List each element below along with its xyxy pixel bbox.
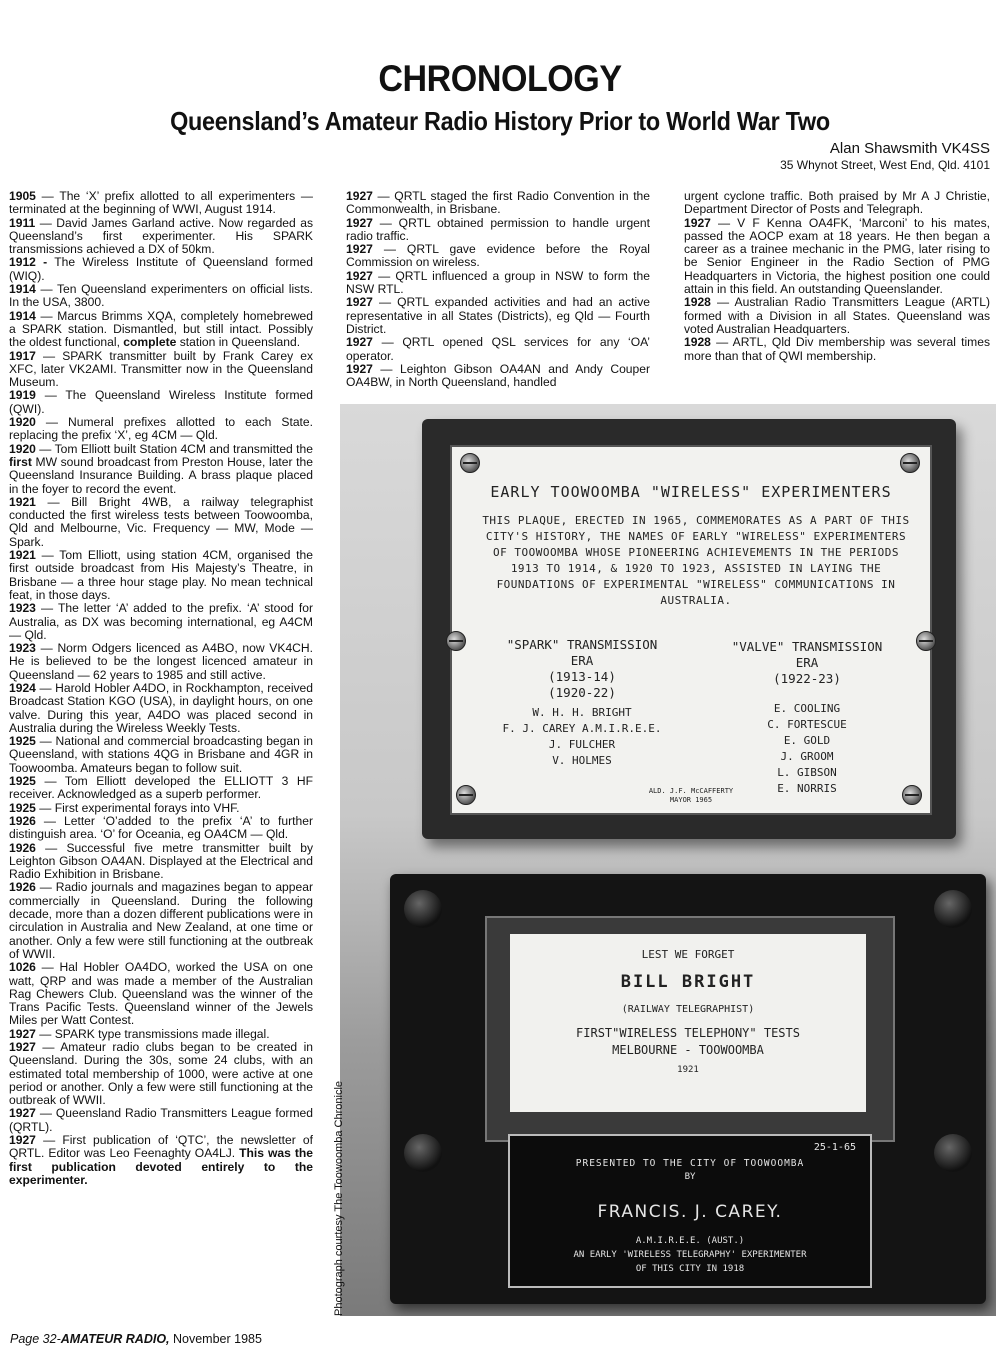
chronology-entry [9,256,313,283]
screw-icon [916,631,936,651]
chronology-entry [9,815,313,842]
mount-knob-icon [934,1134,972,1172]
spark-years-1: (1913-14) [548,669,616,684]
entry-text: — Ten Queensland experimenters on official lists. In the USA, 3800. [9,282,313,310]
entry-year: 1923 [9,641,36,656]
chronology-entry [9,549,313,602]
chronology-entry [9,961,313,1027]
entry-text: — The letter ‘A’ added to the prefix. ‘A’ stood for Australia, as DX was becoming international, eg A4CM — Qld. [9,601,313,642]
mount-knob-icon [404,1134,442,1172]
brass-line-1: PRESENTED TO THE CITY OF TOOWOOMBA [575,1158,805,1169]
valve-era-section [712,639,902,797]
entry-text: MW sound broadcast from Preston House, later the Queensland Insurance Building. A brass plaque placed in the foyer to record the event. [9,454,313,496]
entry-text: — QRTL gave evidence before the Royal Commission on wireless. [346,242,650,270]
valve-name: E. NORRIS [777,782,837,795]
spark-name: W. H. H. BRIGHT [532,706,632,719]
entry-year: 1919 [9,388,36,403]
mayor-line-2: MAYOR 1965 [669,796,713,804]
chronology-entry [9,642,313,682]
entry-year: 1927 [684,215,711,230]
entry-text: — Leighton Gibson OA4AN and Andy Couper OA4BW, in North Queensland, handled [346,361,650,390]
screw-icon [460,453,480,473]
entry-text: — V F Kenna OA4FK, ‘Marconi’ to his mates, passed the AOCP exam at 18 years. He then began a career as a trainee mechanic in the PMG, later rising to be Senior Engineer in the Radio Section of PMG Headquarters in Victoria, the highest position one could attain in this field. An outstanding Queenslander. [684,215,990,297]
entry-text: station in Queensland. [176,335,301,350]
entry-year: 1925 [9,800,36,815]
entry-text: — Numeral prefixes allotted to each State. replacing the prefix ‘X’, eg 4CM — Qld. [9,415,313,443]
entry-text: — QRTL influenced a group in NSW to form the NSW RTL. [346,268,650,297]
entry-text: The Wireless Institute of Queensland formed (WIQ). [9,255,313,283]
mount-knob-icon [404,890,442,928]
entry-text: — The Queensland Wireless Institute formed (QWI). [9,388,313,416]
footer-magazine: AMATEUR RADIO, [60,1332,170,1346]
chronology-entry [9,1107,313,1134]
entry-text: — QRTL obtained permission to handle urgent radio traffic. [346,215,650,243]
bill-bright-plaque-face [510,934,866,1112]
chronology-entry [684,217,990,297]
valve-name: C. FORTESCUE [767,718,847,731]
chronology-entry [9,881,313,961]
chronology-entry [9,1028,313,1041]
entry-year: 1905 [9,189,36,203]
spark-title: "SPARK" TRANSMISSION [506,637,658,652]
entry-year: 1914 [9,282,36,297]
spark-era-section [492,637,672,769]
entry-text: — Australian Radio Transmitters League (ARTL) formed with a Division in all States. Queensland was voted Australian Headquarters. [684,295,990,336]
entry-text: — SPARK type transmissions made illegal. [35,1026,270,1041]
entry-text: — National and commercial broadcasting began in Queensland, with stations 4QG in Brisbane and 4GR in Toowoomba. Amateurs began to follow suit. [9,734,313,775]
entry-bold-text: first [9,454,32,469]
entry-year: 1924 [9,680,36,695]
entry-year: 1925 [9,774,36,789]
entry-year: 1927 [346,215,373,230]
entry-year: 1927 [9,1133,36,1148]
entry-year: 1914 [9,308,36,323]
entry-year: 1920 [9,415,36,430]
screw-icon [446,631,466,651]
entry-text: — Harold Hobler A4DO, in Rockhampton, received Broadcast Station KGO (USA), in daylight hours, on one valve. During this year, A4DO was placed second in Australia during the Wireless Weekly Tests. [9,680,313,735]
carey-brass-plate [508,1134,872,1288]
entry-text: — QRTL staged the first Radio Convention in the Commonwealth, in Brisbane. [346,189,650,217]
honoree-name: BILL BRIGHT [620,972,756,992]
entry-year: 1926 [9,880,36,895]
valve-name: L. GIBSON [777,766,837,779]
entry-year: 1927 [346,361,373,376]
entry-text: — Tom Elliott, using station 4CM, organised the first outside broadcast from His Majesty’s Theatre, in Brisbane — a three hour stage play. No mean technical feat, in those days. [9,548,313,602]
valve-title: "VALVE" TRANSMISSION [731,639,883,654]
valve-name: E. GOLD [783,734,831,747]
footer-page: Page 32- [10,1332,61,1346]
chronology-entry [346,243,650,270]
entry-bold-text: complete [123,335,177,350]
entry-text: — Marcus Brimms XQA, completely homebrewed a SPARK station. Dismantled, but still intact. Possibly the oldest functional, [9,308,313,350]
experimenters-plaque-face [450,445,932,815]
lest-we-forget: LEST WE FORGET [641,948,735,961]
entry-year: 1927 [9,1040,36,1054]
brass-line-5: OF THIS CITY IN 1918 [635,1264,745,1274]
chronology-entry [346,296,650,336]
spark-era: ERA [570,653,594,668]
chronology-entry [684,190,990,217]
entry-text: — QRTL opened QSL services for any ‘OA’ operator. [346,335,650,363]
spark-name: J. FULCHER [548,738,616,751]
spark-name: V. HOLMES [552,754,612,767]
chronology-entry [9,443,313,496]
chronology-entry [9,217,313,257]
chronology-entry [346,190,650,217]
entry-text: — Radio journals and magazines began to appear commercially in Queensland. During the following decade, more than a dozen different publications were in circulation in Australia and New Zealand, at one time or another. Only a few were still functioning at the outbreak of WWII. [9,880,313,961]
chronology-entry [9,682,313,735]
entry-year: 1927 [9,1026,36,1041]
chronology-entry [9,1041,313,1107]
entry-text: — First publication of ‘QTC’, the newsletter of QRTL. Editor was Leo Feenaghty OA4LJ. [9,1133,313,1161]
entry-text: — David James Garland active. Now regarded as Queensland’s first experimenter. His SPARK transmissions achieved a DX of 50km. [9,215,313,257]
footer-date: November 1985 [169,1332,262,1346]
chronology-entry [9,389,313,416]
chronology-entry [9,842,313,882]
chronology-entry [9,802,313,815]
entry-text: — SPARK transmitter built by Frank Carey ex XFC, later VK2AMI. Transmitter now in the Queensland Museum. [9,348,313,390]
valve-name: J. GROOM [780,750,834,763]
chronology-entry [9,775,313,802]
entry-year: 1928 [684,295,711,310]
plaque-heading: EARLY TOOWOOMBA "WIRELESS" EXPERIMENTERS [490,483,892,501]
spark-years-2: (1920-22) [548,685,616,700]
entry-text: — Norm Odgers licenced as A4BO, now VK4CH. He is believed to be the longest licenced amateur in Queensland — 62 years to 1985 and still active. [9,641,313,682]
entry-year: 1927 [346,268,373,283]
entry-text: — Queensland Radio Transmitters League formed (QRTL). [9,1106,313,1134]
entry-year: 1912 - [9,255,48,270]
entry-year: 1917 [9,348,36,363]
brass-line-4: AN EARLY 'WIRELESS TELEGRAPHY' EXPERIMENTER [573,1250,807,1260]
text-column-3 [684,190,990,363]
entry-text: — First experimental forays into VHF. [35,800,240,815]
entry-text: — Amateur radio clubs began to be created in Queensland. During the 30s, some 24 clubs, with an estimated total membership of 1000, were active at one period or another. Only a few were still functioning at the outbreak of WWII. [9,1040,313,1108]
mount-knob-icon [934,890,972,928]
mayor-credit [452,787,930,805]
page-title: CHRONOLOGY [378,58,622,99]
entry-year: 1911 [9,215,36,230]
valve-era: ERA [795,655,819,670]
chronology-entry [9,350,313,390]
entry-year: 1920 [9,441,36,456]
entry-year: 1927 [346,335,373,350]
chronology-entry [346,217,650,244]
chronology-entry [684,336,990,363]
entry-year: 1926 [9,840,36,855]
chronology-entry [9,496,313,549]
entry-text: — Hal Hobler OA4DO, worked the USA on one watt, QRP and was made a member of the Australian Rag Chewers Club. Queensland was the winner of the Trans Pacific Tests. Queensland winner of the Jewels Miles per Watt Contest. [9,960,313,1028]
author-block [780,140,990,172]
tests-line: FIRST"WIRELESS TELEPHONY" TESTS [576,1026,800,1040]
mayor-line-1: ALD. J.F. McCAFFERTY [648,787,734,795]
entry-year: 1927 [346,189,373,203]
chronology-entry [9,416,313,443]
entry-year: 1026 [9,960,36,975]
brass-date: 25-1-65 [813,1142,856,1153]
photo-credit: Photograph courtesy The Toowoomba Chronicle [333,1080,345,1316]
chronology-entry [346,336,650,363]
entry-text: — The ‘X’ prefix allotted to all experimenters — terminated at the beginning of WWI, August 1914. [9,189,313,217]
chronology-entry [9,310,313,350]
entry-text: — Letter ‘O’added to the prefix ‘A’ to further distinguish area. ‘O’ for Oceania, eg OA4CM — Qld. [9,813,313,842]
entry-text: — Bill Bright 4WB, a railway telegraphist conducted the first wireless tests between Toowoomba, Qld and Melbourne, Vic. Frequency — MW, Mode — Spark. [9,494,313,549]
entry-text: — ARTL, Qld Div membership was several times more than that of QWI membership. [684,335,990,363]
entry-text: — Tom Elliott built Station 4CM and transmitted the [35,441,313,456]
valve-years: (1922-23) [773,671,841,686]
entry-text: — QRTL expanded activities and had an active representative in all States (Districts), eg Qld — Fourth District. [346,295,650,336]
text-column-2 [346,190,650,389]
author-address: 35 Whynot Street, West End, Qld. 4101 [780,158,990,172]
entry-year: 1927 [346,295,373,310]
text-column-1 [9,190,313,1187]
entry-bold-text: This was the first publication devoted entirely to the experimenter. [9,1146,313,1187]
entry-year: 1923 [9,601,36,616]
entry-year: 1925 [9,734,36,749]
chronology-entry [9,190,313,217]
chronology-entry [346,363,650,390]
valve-name: E. COOLING [773,702,841,715]
spark-name: F. J. CAREY A.M.I.R.E.E. [502,722,662,735]
plaques-photograph [340,404,996,1316]
plaque-year: 1921 [677,1065,699,1075]
chronology-entry [9,735,313,775]
brass-line-2: BY [684,1172,696,1182]
brass-name: FRANCIS. J. CAREY. [597,1202,783,1222]
bill-bright-plaque [390,874,986,1304]
entry-year: 1927 [346,242,373,257]
entry-year: 1921 [9,494,36,509]
brass-line-3: A.M.I.R.E.E. (AUST.) [635,1236,745,1246]
experimenters-plaque [422,419,956,839]
author-name: Alan Shawsmith VK4SS [829,140,990,157]
entry-year: 1926 [9,813,36,828]
entry-year: 1927 [9,1106,36,1121]
plaque-body: THIS PLAQUE, ERECTED IN 1965, COMMEMORATES AS A PART OF THIS CITY'S HISTORY, THE NAMES OF EARLY "WIRELESS" EXPERIMENTERS OF TOOWOOMBA WHOSE PIONEERING ACHIEVEMENTS IN THE PERIODS 1913 TO 1914, & 1920 TO 1923, ASSISTED IN LAYING THE FOUNDATIONS OF EXPERIMENTAL "WIRELESS" COMMUNICATIONS IN AUSTRALIA. [482,514,910,607]
chronology-entry [9,283,313,310]
chronology-entry [9,1134,313,1187]
chronology-entry [346,270,650,297]
entry-text: — Tom Elliott developed the ELLIOTT 3 HF receiver. Acknowledged as a superb performer. [9,774,313,802]
route-line: MELBOURNE - TOOWOOMBA [612,1043,764,1057]
page-footer [10,1332,262,1346]
screw-icon [900,453,920,473]
entry-year: 1921 [9,548,36,563]
chronology-entry [684,296,990,336]
honoree-role: (RAILWAY TELEGRAPHIST) [621,1004,755,1015]
entry-year: 1928 [684,335,711,350]
chronology-entry [9,602,313,642]
page-subtitle: Queensland’s Amateur Radio History Prior to World War Two [170,106,830,136]
entry-text: — Successful five metre transmitter built by Leighton Gibson OA4AN. Displayed at the Electrical and Radio Exhibition in Brisbane. [9,840,313,882]
entry-text: urgent cyclone traffic. Both praised by Mr A J Christie, Department Director of Posts and Telegraph. [684,189,990,217]
